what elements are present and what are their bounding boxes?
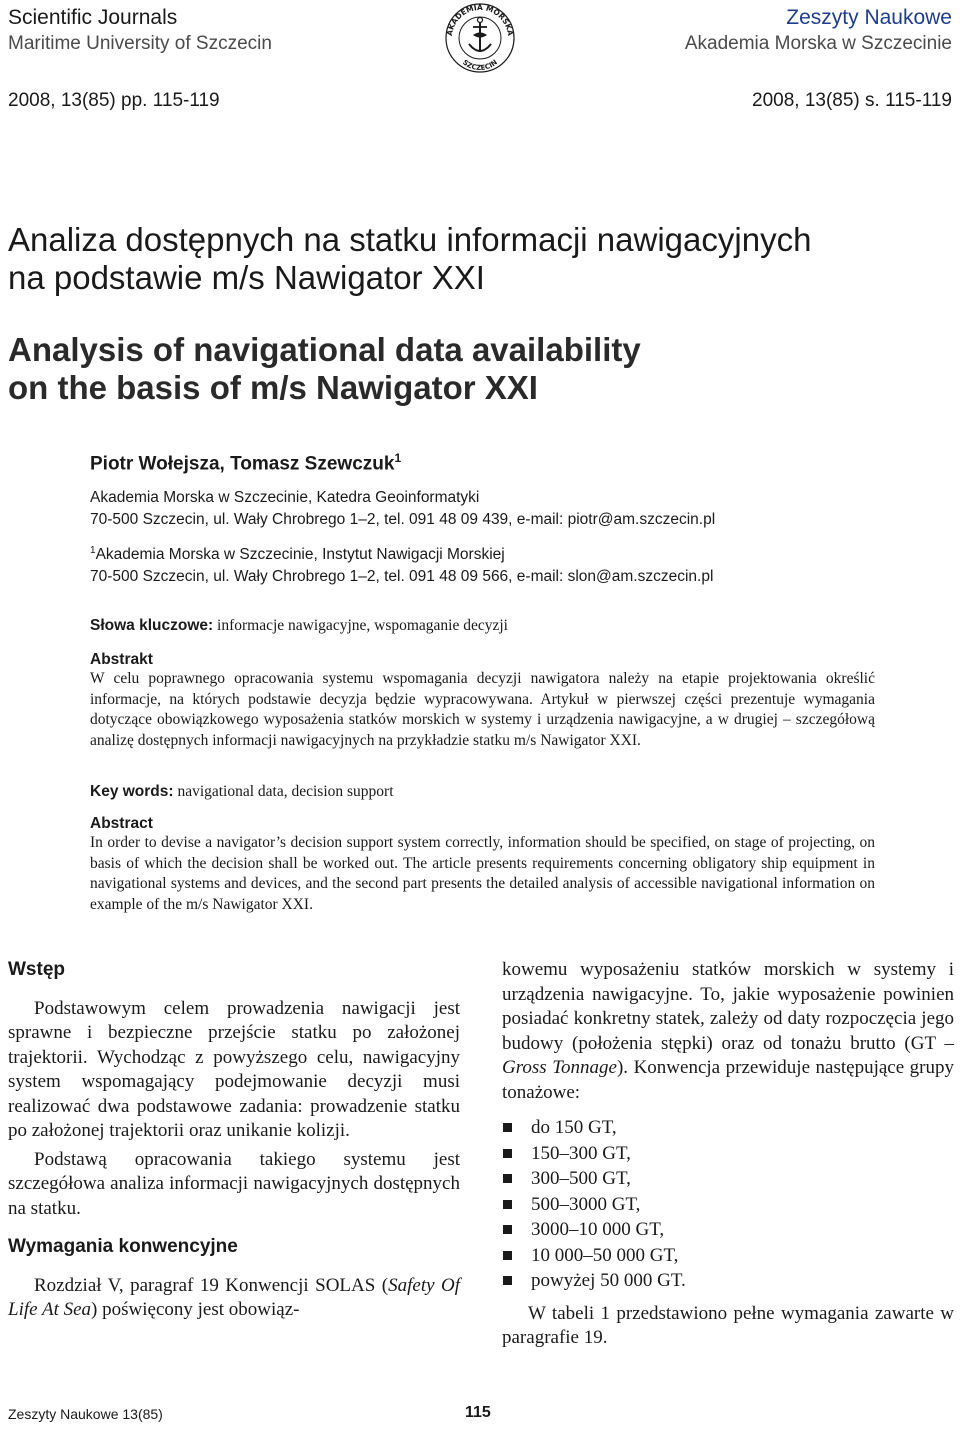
footer-journal: Zeszyty Naukowe 13(85) (8, 1406, 163, 1422)
article-title-pl (8, 221, 908, 297)
article-title-en-line: Analysis of navigational data availability (8, 331, 641, 368)
tonnage-group-item (502, 1268, 954, 1294)
tonnage-group-label: 150–300 GT, (531, 1142, 631, 1164)
tonnage-group-label: 3000–10 000 GT, (531, 1219, 665, 1240)
affiliation-1 (90, 487, 715, 531)
abstract-pl (90, 651, 875, 751)
intro-paragraph-2: Podstawą opracowania takiego systemu jest szczegółowa analiza informacji nawigacyjnych dostępnych na statku. (8, 1148, 460, 1219)
emblem-top-text: AKADEMIA MORSKA (445, 2, 515, 37)
author-footnote-mark: 1 (394, 451, 402, 465)
keywords-en (90, 783, 875, 801)
affiliation-1-line: Akademia Morska w Szczecinie, Katedra Geoinformatyki (90, 489, 480, 506)
emblem-bottom-text: SZCZECIN (461, 58, 499, 73)
affiliation-2-line: 70-500 Szczecin, ul. Wały Chrobrego 1–2, tel. 091 48 09 566, e-mail: slon@am.szczecin.pl (90, 568, 714, 586)
conventions-text-start: Rozdział V, paragraf 19 Konwencji SOLAS ( (34, 1274, 389, 1296)
body-column-right (502, 958, 954, 1355)
section-heading-conventions: Wymagania konwencyjne (8, 1236, 238, 1257)
journal-header-pl (685, 4, 952, 56)
journal-title-en: Scientific Journals (8, 6, 178, 29)
affiliation-2-text: Akademia Morska w Szczecinie, Instytut Nawigacji Morskiej (95, 546, 505, 564)
article-title-pl-line: Analiza dostępnych na statku informacji nawigacyjnych (8, 221, 812, 258)
conventions-text-italic: Safety Of Life At Sea (8, 1274, 460, 1320)
tonnage-group-item (502, 1115, 954, 1141)
square-bullet-icon (503, 1276, 512, 1285)
university-name-en: Maritime University of Szczecin (8, 33, 272, 54)
authors (90, 451, 401, 475)
abstract-en-text: In order to devise a navigator’s decision support system correctly, information should be specified, on stage of projecting, on basis of which the decision shall be worked out. The article presents requirements concerning obligatory ship equipment in navigational systems and devices, and the second part presents the detailed analysis of accessible navigational information on example of the m/s Nawigator XXI. (90, 834, 875, 913)
article-title-en (8, 331, 908, 407)
abstract-pl-text: W celu poprawnego opracowania systemu wspomagania decyzji nawigatora należy na etapie projektowania określić informacje, na których podstawie decyzja będzie wypracowywana. Artykuł w pierwszej części prezentuje wymagania dotyczące obowiązkowego wyposażenia statków morskich w systemy i urządzenia nawigacyjne, a w drugiej – szczegółową analizę dostępnych informacji nawigacyjnych na przykładzie statku m/s Nawigator XXI. (90, 670, 875, 749)
tonnage-group-list (502, 1115, 954, 1294)
article-title-pl-line: na podstawie m/s Nawigator XXI (8, 259, 485, 296)
table-reference-paragraph: W tabeli 1 przedstawiono pełne wymagania zawarte w paragrafie 19. (502, 1302, 954, 1348)
tonnage-group-item (502, 1243, 954, 1269)
svg-text:SZCZECIN (461, 58, 499, 72)
square-bullet-icon (503, 1174, 512, 1183)
journal-header-en (8, 4, 272, 56)
page-number: 115 (465, 1404, 491, 1421)
issue-info-pl: 2008, 13(85) s. 115-119 (752, 90, 952, 111)
keywords-en-label: Key words: (90, 783, 174, 800)
keywords-pl-label: Słowa kluczowe: (90, 617, 214, 634)
square-bullet-icon (503, 1149, 512, 1158)
continued-text-start: kowemu wyposażeniu statków morskich w systemy i urządzenia nawigacyjne. To, jakie wyposażenie powinien posiadać konkretny statek, zależy od daty rozpoczęcia jego budowy (położenia stępki) oraz od tonażu brutto (GT – (502, 959, 954, 1054)
tonnage-group-item (502, 1192, 954, 1218)
abstract-en-label: Abstract (90, 815, 153, 832)
square-bullet-icon (503, 1251, 512, 1260)
square-bullet-icon (503, 1123, 512, 1132)
intro-paragraph-1: Podstawowym celem prowadzenia nawigacji jest sprawne i bezpieczne przejście statku po założonej trajektorii. Wychodząc z powyższego celu, nawigacyjny system wspomagający podejmowanie decyzji musi realizować dwa podstawowe zadania: prowadzenie statku po założonej trajektorii oraz unikanie kolizji. (8, 997, 460, 1141)
tonnage-group-label: 300–500 GT, (531, 1168, 631, 1189)
continued-text-italic: Gross Tonnage (502, 1057, 617, 1078)
affiliation-2-line (90, 540, 713, 566)
conventions-paragraph-continued (502, 958, 954, 1105)
square-bullet-icon (503, 1225, 512, 1234)
conventions-text-end: ) poświęcony jest obowiąz- (91, 1299, 300, 1320)
affiliation-2 (90, 540, 713, 588)
university-name-pl: Akademia Morska w Szczecinie (684, 33, 952, 54)
author-names: Piotr Wołejsza, Tomasz Szewczuk (90, 453, 395, 475)
article-title-en-line: on the basis of m/s Nawigator XXI (8, 369, 538, 406)
tonnage-group-label: 10 000–50 000 GT, (531, 1244, 679, 1266)
journal-title-pl: Zeszyty Naukowe (786, 6, 952, 29)
keywords-en-text: navigational data, decision support (173, 783, 394, 800)
keywords-pl-text: informacje nawigacyjne, wspomaganie decyzji (213, 617, 508, 634)
tonnage-group-item (502, 1141, 954, 1167)
section-heading-intro: Wstęp (8, 959, 65, 980)
tonnage-group-item (502, 1166, 954, 1192)
issue-info-en: 2008, 13(85) pp. 115-119 (8, 90, 220, 111)
university-emblem-icon (440, 0, 520, 74)
tonnage-group-label: 500–3000 GT, (531, 1193, 641, 1215)
abstract-pl-label: Abstrakt (90, 651, 153, 668)
conventions-paragraph-1 (8, 1274, 460, 1323)
body-column-left (8, 958, 460, 1327)
tonnage-group-label: powyżej 50 000 GT. (531, 1270, 686, 1291)
tonnage-group-label: do 150 GT, (531, 1117, 617, 1138)
abstract-en (90, 815, 875, 915)
tonnage-group-item (502, 1217, 954, 1243)
continued-text-end: ). Konwencja przewiduje następujące grupy tonażowe: (502, 1057, 954, 1103)
affiliation-2-mark: 1 (90, 545, 96, 556)
keywords-pl (90, 617, 875, 635)
affiliation-1-line: 70-500 Szczecin, ul. Wały Chrobrego 1–2, tel. 091 48 09 439, e-mail: piotr@am.szczecin.pl (90, 511, 716, 528)
square-bullet-icon (503, 1200, 512, 1209)
